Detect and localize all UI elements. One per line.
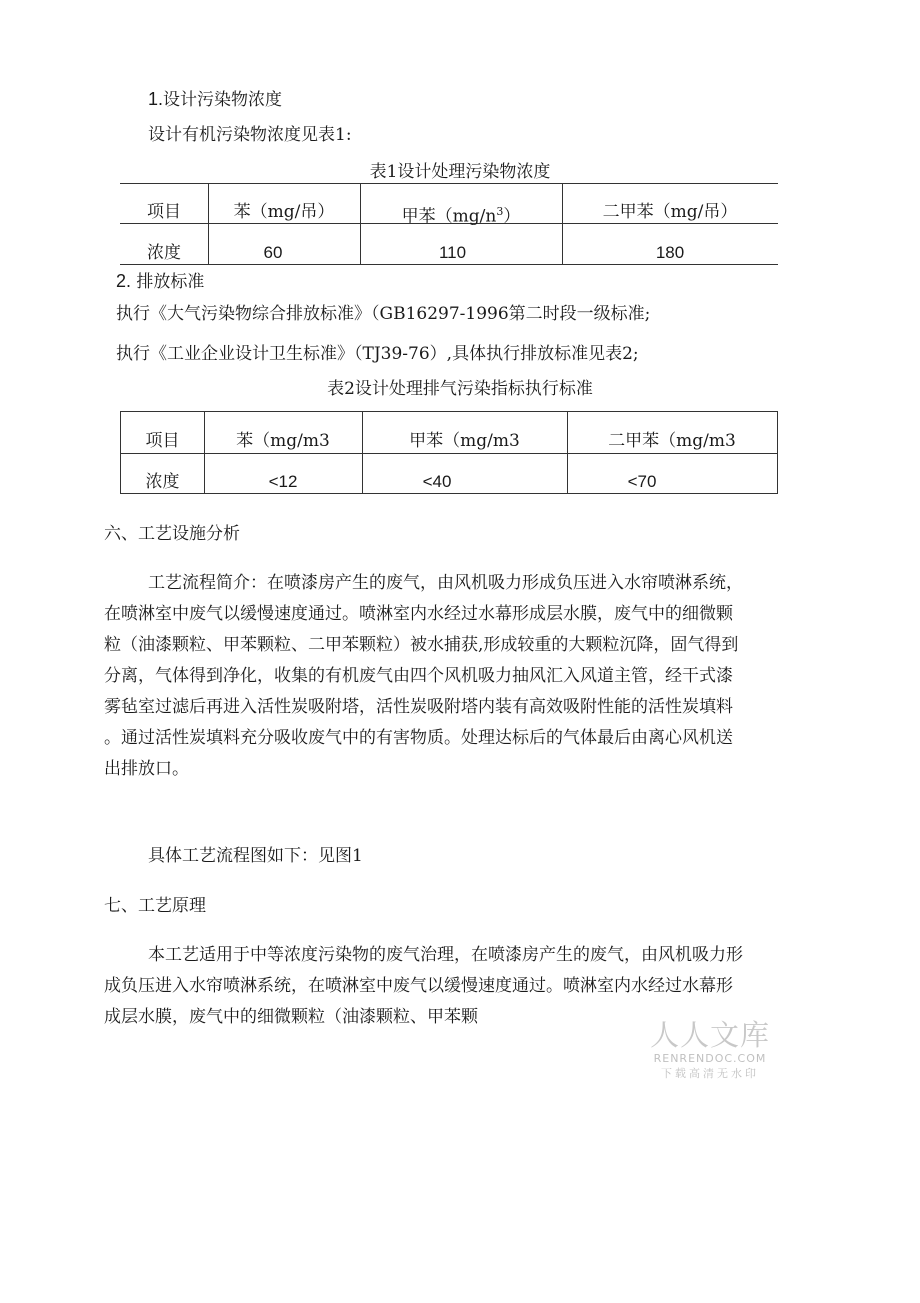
- table2-cell-benzene: <12: [268, 472, 298, 491]
- paragraph-line: 。通过活性炭填料充分吸收废气中的有害物质。处理达标后的气体最后由离心风机送: [104, 728, 733, 748]
- paragraph-line: 成负压进入水帘喷淋系统，在喷淋室中废气以缓慢速度通过。喷淋室内水经过水幕形: [104, 976, 733, 996]
- watermark-subtitle: 下载高清无水印: [661, 1067, 759, 1080]
- table2-header-item: 项目: [145, 431, 180, 451]
- table2-caption: 表2设计处理排气污染指标执行标准: [327, 379, 593, 399]
- table2-cell-toluene: <40: [422, 472, 452, 491]
- section2-line2: 执行《工业企业设计卫生标准》（TJ39-76）,具体执行排放标准见表2;: [116, 344, 639, 364]
- flow-chart-reference: 具体工艺流程图如下：见图1: [148, 846, 363, 866]
- table2-row-label: 浓度: [145, 472, 180, 492]
- section1-heading: 1.设计污染物浓度: [148, 89, 283, 110]
- table2-mid-rule: [121, 453, 777, 454]
- section7-heading: 七、工艺原理: [104, 896, 206, 916]
- section6-paragraph: [104, 568, 794, 785]
- section2-line1: 执行《大气污染物综合排放标准》（GB16297-1996第二时段一级标准;: [116, 304, 651, 324]
- table1-cell-toluene: 110: [438, 243, 467, 262]
- table1-cell-benzene: 60: [263, 243, 283, 262]
- table1-caption: 表1设计处理污染物浓度: [369, 162, 551, 182]
- table1-row-label: 浓度: [147, 243, 181, 263]
- table1-header-toluene: 甲苯$(mg/n^3)$: [401, 205, 521, 227]
- table2-header-benzene: 苯（mg/m3: [236, 431, 330, 451]
- table1-header-item: 项目: [147, 202, 181, 222]
- table2-cell-xylene: <70: [627, 472, 657, 491]
- paragraph-line: 粒（油漆颗粒、甲苯颗粒、二甲苯颗粒）被水捕获,形成较重的大颗粒沉降，固气得到: [104, 635, 739, 655]
- paragraph-line: 雾毡室过滤后再进入活性炭吸附塔，活性炭吸附塔内装有高效吸附性能的活性炭填料: [104, 697, 733, 717]
- watermark-logo: [648, 1018, 772, 1082]
- watermark-title: 人人文库: [649, 1018, 770, 1052]
- paragraph-line: 分离，气体得到净化，收集的有机废气由四个风机吸力抽风汇入风道主管，经干式漆: [104, 666, 733, 686]
- table2: [120, 411, 778, 494]
- table1-top-rule: [120, 183, 778, 184]
- section1-intro: 设计有机污染物浓度见表1:: [148, 125, 352, 145]
- table1: [120, 183, 778, 265]
- section6-heading: 六、工艺设施分析: [104, 524, 240, 544]
- section2-heading: 2. 排放标准: [116, 271, 205, 292]
- paragraph-line: 出排放口。: [104, 759, 189, 779]
- paragraph-line: 本工艺适用于中等浓度污染物的废气治理，在喷漆房产生的废气，由风机吸力形: [148, 945, 743, 965]
- table1-header-benzene: 苯（mg/吊）: [233, 202, 335, 222]
- watermark-url: RENRENDOC.COM: [653, 1052, 767, 1065]
- paragraph-line: 在喷淋室中废气以缓慢速度通过。喷淋室内水经过水幕形成层水膜，废气中的细微颗: [104, 604, 733, 624]
- table2-header-toluene: 甲苯（mg/m3: [409, 431, 520, 451]
- table1-header-xylene: 二甲苯（mg/吊）: [602, 202, 738, 222]
- table2-header-xylene: 二甲苯（mg/m3: [608, 431, 736, 451]
- paragraph-line: 工艺流程简介：在喷漆房产生的废气，由风机吸力形成负压进入水帘喷淋系统，: [148, 573, 743, 593]
- table1-cell-xylene: 180: [655, 243, 685, 262]
- table1-bottom-rule: [120, 264, 778, 265]
- paragraph-line: 成层水膜，废气中的细微颗粒（油漆颗粒、甲苯颗: [104, 1007, 478, 1027]
